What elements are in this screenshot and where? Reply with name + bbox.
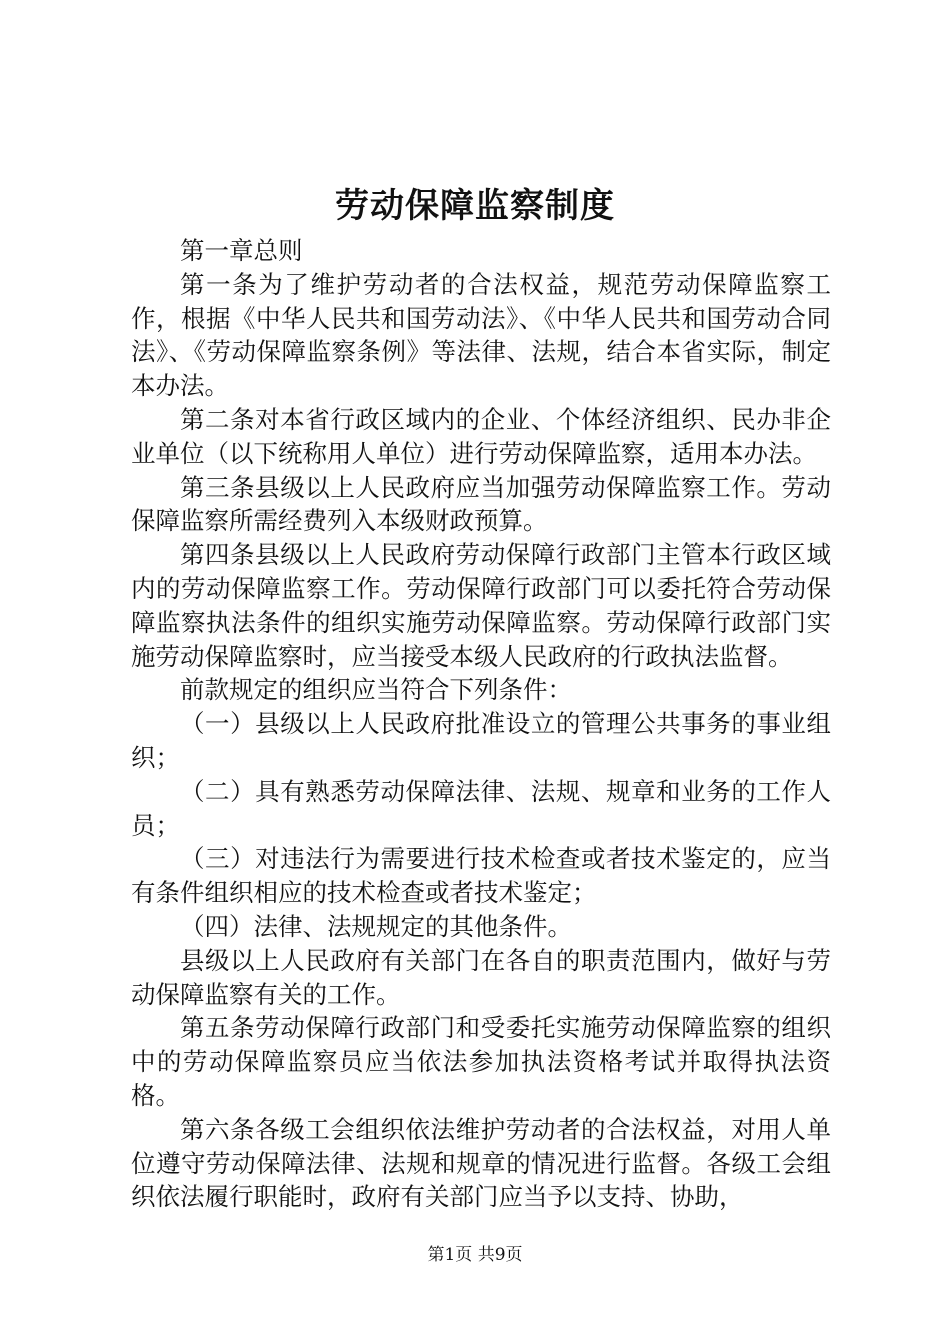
document-title: 劳动保障监察制度 <box>335 186 615 226</box>
article-4-paragraph: 第四条县级以上人民政府劳动保障行政部门主管本行政区域内的劳动保障监察工作。劳动保障行政部门可以委托符合劳动保障监察执法条件的组织实施劳动保障监察。劳动保障行政部门实施劳动保障监察时，应当接受本级人民政府的行政执法监督。 <box>131 540 831 671</box>
article-3-paragraph: 第三条县级以上人民政府应当加强劳动保障监察工作。劳动保障监察所需经费列入本级财政预算。 <box>131 472 831 536</box>
page-footer: 第1页 共9页 <box>427 1245 523 1265</box>
condition-3-paragraph: （三）对违法行为需要进行技术检查或者技术鉴定的，应当有条件组织相应的技术检查或者技术鉴定； <box>131 844 831 908</box>
conditions-intro-paragraph: 前款规定的组织应当符合下列条件： <box>180 675 572 705</box>
departments-paragraph: 县级以上人民政府有关部门在各自的职责范围内，做好与劳动保障监察有关的工作。 <box>131 945 831 1009</box>
chapter-heading: 第一章总则 <box>180 236 303 265</box>
article-6-paragraph: 第六条各级工会组织依法维护劳动者的合法权益，对用人单位遵守劳动保障法律、法规和规章的情况进行监督。各级工会组织依法履行职能时，政府有关部门应当予以支持、协助， <box>131 1114 831 1212</box>
condition-1-paragraph: （一）县级以上人民政府批准设立的管理公共事务的事业组织； <box>131 709 831 772</box>
article-1-paragraph: 第一条为了维护劳动者的合法权益，规范劳动保障监察工作，根据《中华人民共和国劳动法》、《中华人民共和国劳动合同法》、《劳动保障监察条例》等法律、法规，结合本省实际，制定本办法。 <box>131 269 831 401</box>
document-body <box>131 234 831 1214</box>
article-2-paragraph: 第二条对本省行政区域内的企业、个体经济组织、民办非企业单位（以下统称用人单位）进行劳动保障监察，适用本办法。 <box>131 404 831 468</box>
article-5-paragraph: 第五条劳动保障行政部门和受委托实施劳动保障监察的组织中的劳动保障监察员应当依法参加执法资格考试并取得执法资格。 <box>131 1013 831 1110</box>
condition-4-paragraph: （四）法律、法规规定的其他条件。 <box>180 911 572 941</box>
condition-2-paragraph: （二）具有熟悉劳动保障法律、法规、规章和业务的工作人员； <box>131 776 831 840</box>
